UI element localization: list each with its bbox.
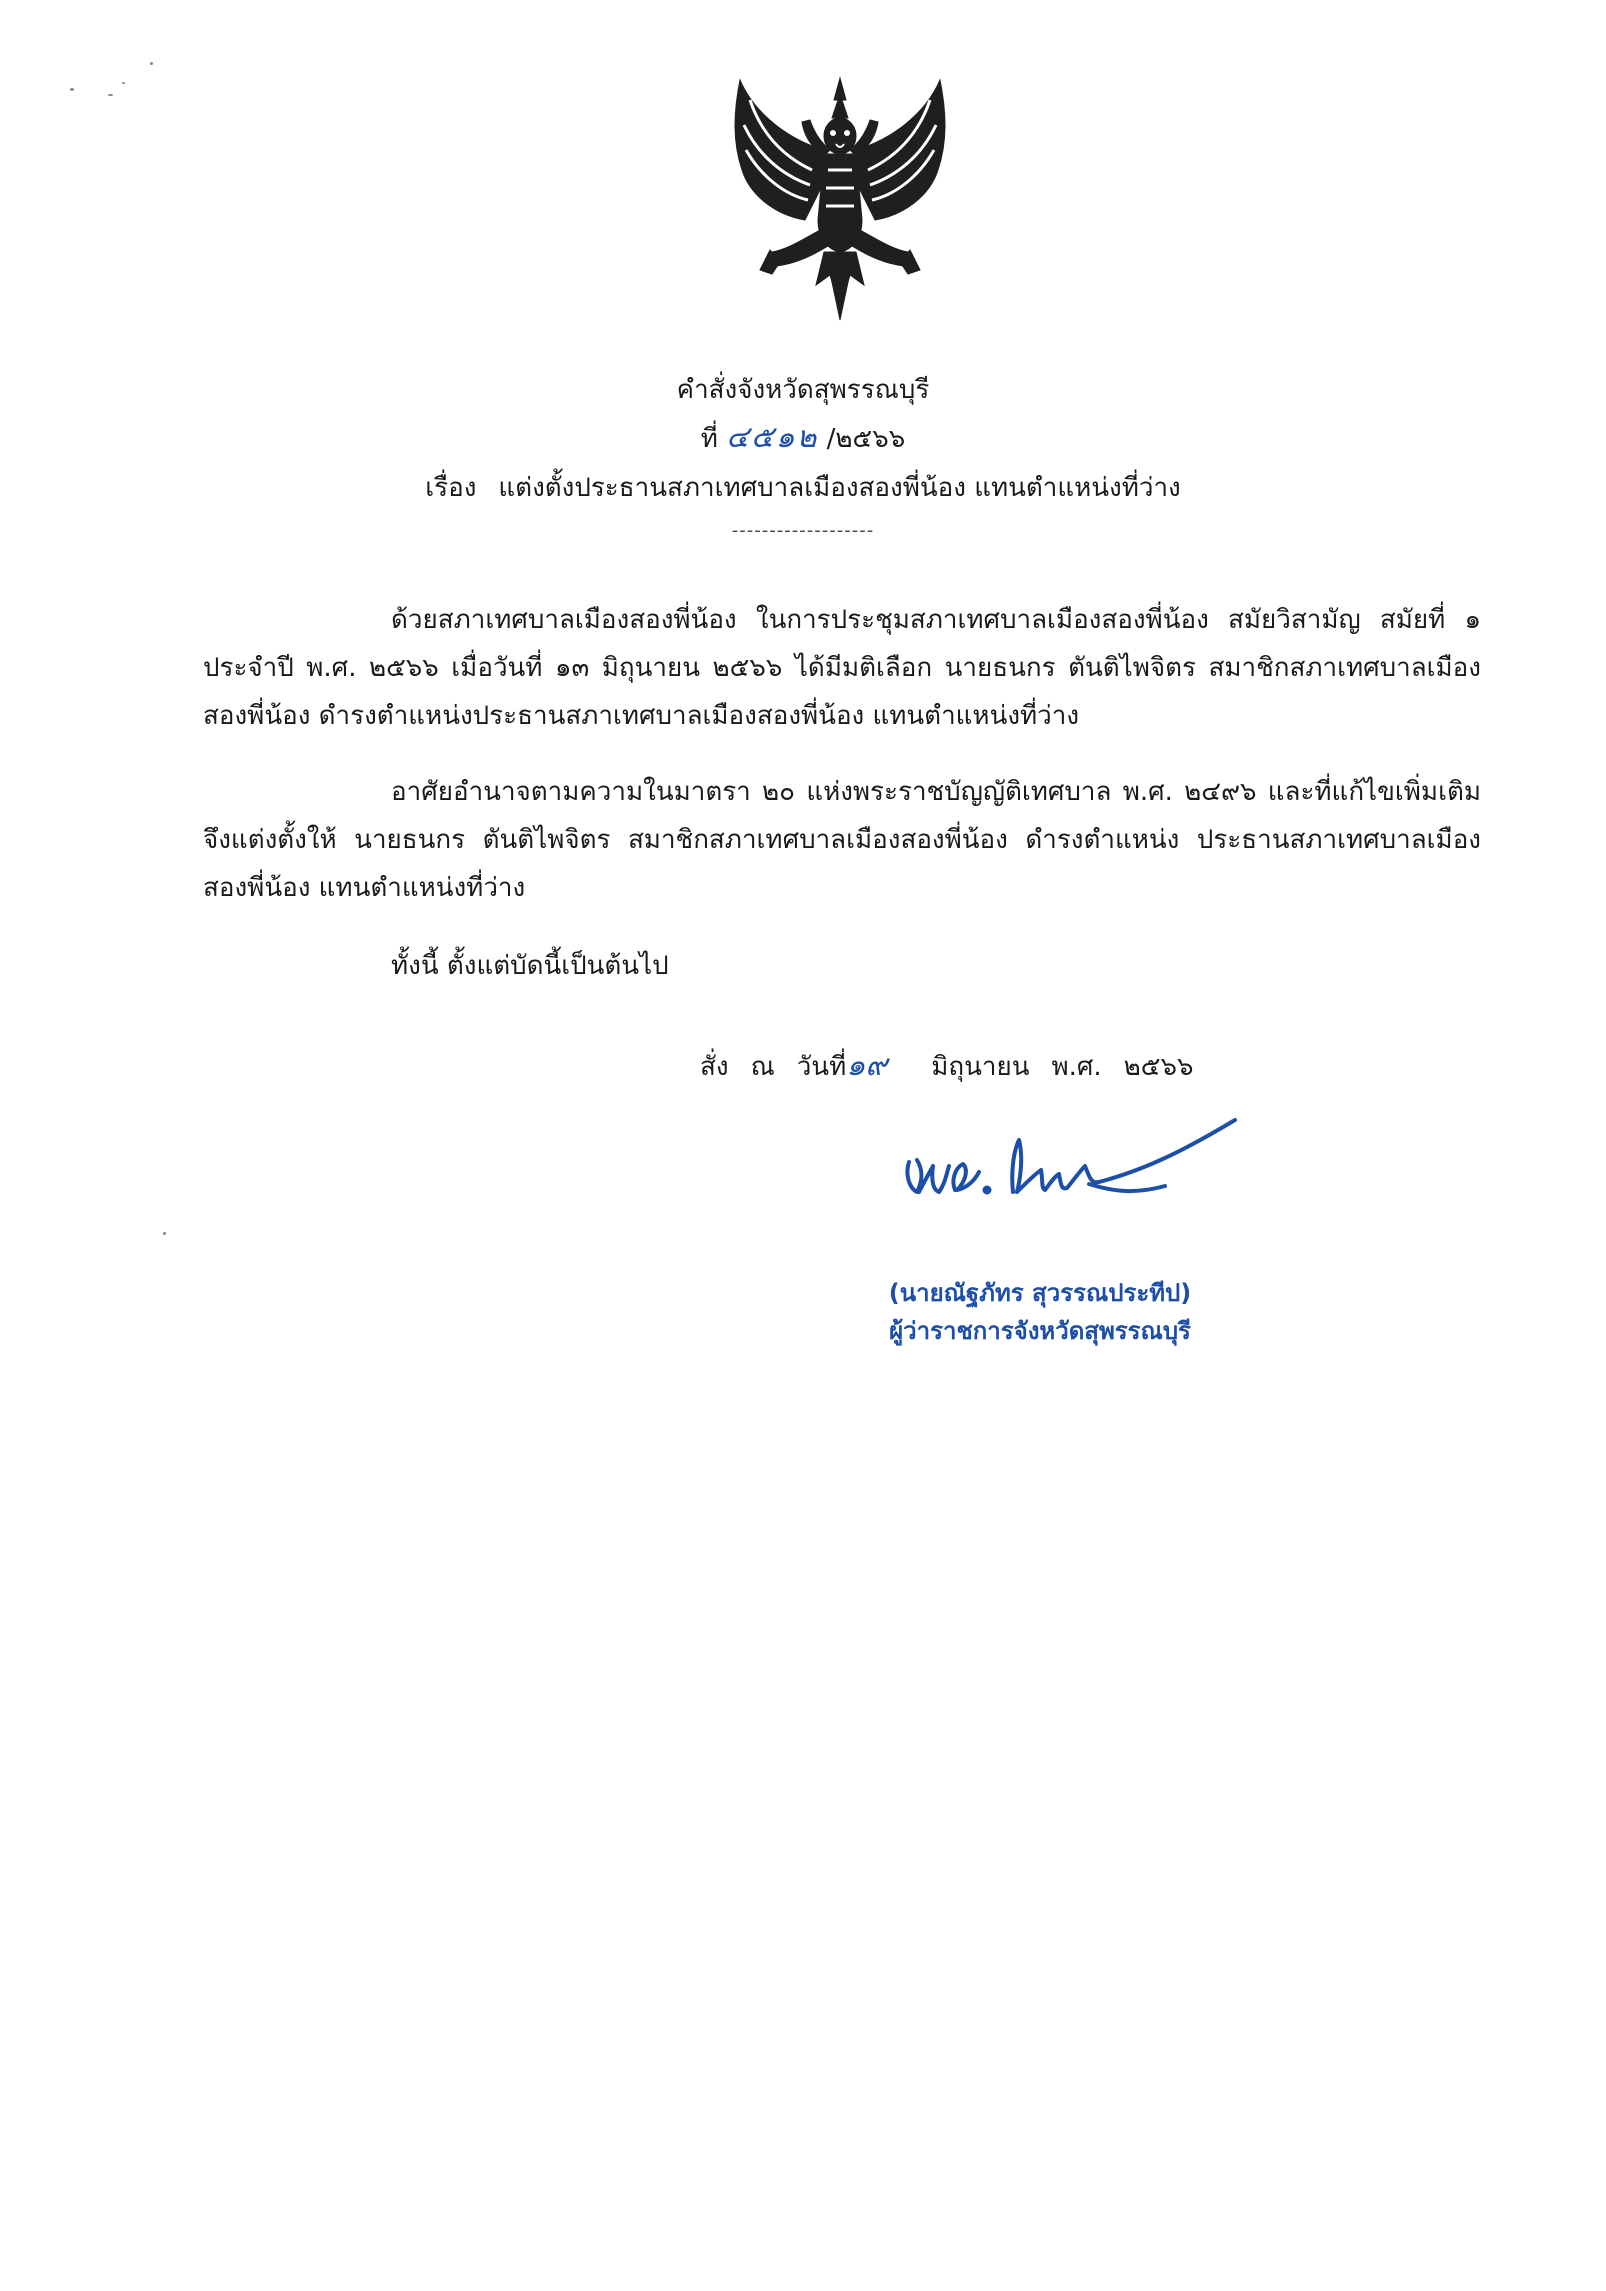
date-at-word: ณ: [750, 1052, 775, 1082]
separator-line: -------------------: [731, 520, 875, 541]
date-era: พ.ศ.: [1051, 1052, 1102, 1082]
order-number: [0, 420, 1606, 457]
order-title: คำสั่งจังหวัดสุพรรณบุรี: [676, 375, 930, 405]
handwritten-signature: [895, 1100, 1255, 1230]
paragraph-3-text: ทั้งนี้ ตั้งแต่บัดนี้เป็นต้นไป: [391, 951, 669, 981]
paragraph-1-text: ด้วยสภาเทศบาลเมืองสองพี่น้อง ในการประชุมสภาเทศบาลเมืองสองพี่น้อง สมัยวิสามัญ สมัยที่ ๑ ประจำปี พ.ศ. ๒๕๖๖ เมื่อวันที่ ๑๓ มิถุนายน ๒๕๖๖ ได้มีมติเลือก นายธนกร ตันติไพจิตร สมาชิกสภาเทศบาลเมืองสองพี่น้อง ดำรงตำแหน่งประธานสภาเทศบาลเมืองสองพี่น้อง แทนตำแหน่งที่ว่าง: [203, 605, 1481, 731]
subject-text: แต่งตั้งประธานสภาเทศบาลเมืองสองพี่น้อง แทนตำแหน่งที่ว่าง: [498, 473, 1181, 503]
signer-title: ผู้ว่าราชการจังหวัดสุพรรณบุรี: [889, 1317, 1191, 1345]
date-day-label: วันที่: [796, 1052, 847, 1082]
signer-name: (นายณัฐภัทร สุวรรณประทีป): [888, 1279, 1192, 1307]
garuda-emblem-icon: [720, 70, 960, 335]
scan-speck: [70, 88, 74, 91]
date-day-handwritten: ๑๙: [846, 1048, 888, 1083]
scan-speck: [163, 1232, 166, 1235]
scan-speck: [150, 62, 153, 65]
order-number-suffix: /๒๕๖๖: [826, 424, 906, 454]
order-date: [700, 1048, 1194, 1085]
date-year: ๒๕๖๖: [1123, 1052, 1194, 1082]
subject-label: เรื่อง: [425, 473, 477, 503]
subject-line: [0, 470, 1606, 506]
date-month: มิถุนายน: [931, 1052, 1030, 1082]
paragraph-3: [203, 942, 1481, 990]
scan-speck: [122, 82, 125, 84]
paragraph-1: [203, 596, 1481, 740]
order-number-prefix: ที่: [700, 424, 718, 454]
date-order-word: สั่ง: [700, 1052, 729, 1082]
paragraph-2-text: อาศัยอำนาจตามความในมาตรา ๒๐ แห่งพระราชบัญญัติเทศบาล พ.ศ. ๒๔๙๖ และที่แก้ไขเพิ่มเติม จึงแต่งตั้งให้ นายธนกร ตันติไพจิตร สมาชิกสภาเทศบาลเมืองสองพี่น้อง ดำรงตำแหน่ง ประธานสภาเทศบาลเมืองสองพี่น้อง แทนตำแหน่งที่ว่าง: [203, 777, 1481, 903]
paragraph-2: [203, 768, 1481, 912]
order-number-handwritten: ๔๕๑๒: [726, 420, 819, 455]
scan-speck: [108, 94, 113, 96]
